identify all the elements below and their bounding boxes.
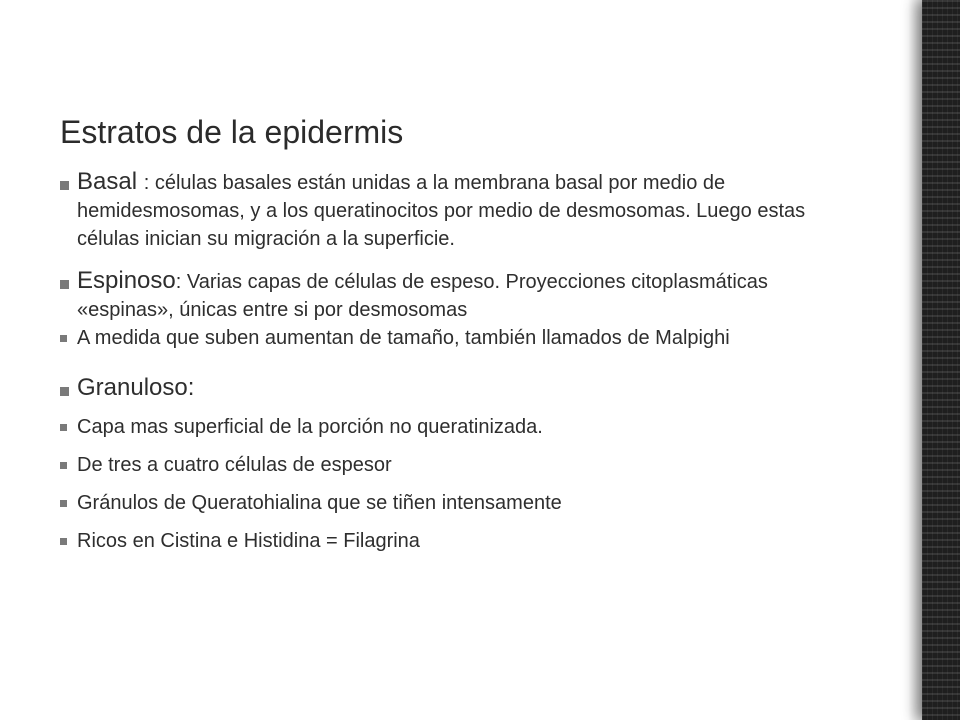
bullet-list <box>60 168 850 555</box>
bullet-espinoso <box>60 267 850 324</box>
decorative-side-bar <box>922 0 960 720</box>
slide-title: Estratos de la epidermis <box>60 114 404 150</box>
square-bullet-icon <box>60 424 67 431</box>
bullet-lead: Espinoso <box>77 267 176 294</box>
bullet-text: : Varias capas de células de espeso. Proyecciones citoplasmáticas «espinas», únicas entre si por desmosomas <box>77 271 768 321</box>
square-bullet-icon <box>60 335 67 342</box>
bullet-granuloso <box>60 374 850 403</box>
sub-bullet-capa <box>60 413 850 441</box>
sub-bullet-granulos <box>60 489 850 517</box>
square-bullet-icon <box>60 387 69 396</box>
bullet-lead: Granuloso: <box>77 374 195 401</box>
square-bullet-icon <box>60 500 67 507</box>
square-bullet-icon <box>60 181 69 190</box>
bullet-basal <box>60 168 850 253</box>
bullet-text: Gránulos de Queratohialina que se tiñen intensamente <box>77 492 562 514</box>
edge-shadow <box>908 0 922 720</box>
bullet-text: : células basales están unidas a la membrana basal por medio de hemidesmosomas, y a los queratinocitos por medio de desmosomas. Luego estas células inician su migración a la superficie. <box>77 172 806 250</box>
sub-bullet-malpighi <box>60 324 850 352</box>
square-bullet-icon <box>60 280 69 289</box>
square-bullet-icon <box>60 538 67 545</box>
bullet-text: De tres a cuatro células de espesor <box>77 454 392 476</box>
bullet-lead: Basal <box>77 168 144 195</box>
bullet-text: Ricos en Cistina e Histidina = Filagrina <box>77 530 420 552</box>
sub-bullet-espesor <box>60 451 850 479</box>
square-bullet-icon <box>60 462 67 469</box>
bullet-text: A medida que suben aumentan de tamaño, también llamados de Malpighi <box>77 327 730 349</box>
sub-bullet-filagrina <box>60 527 850 555</box>
bullet-text: Capa mas superficial de la porción no queratinizada. <box>77 416 543 438</box>
